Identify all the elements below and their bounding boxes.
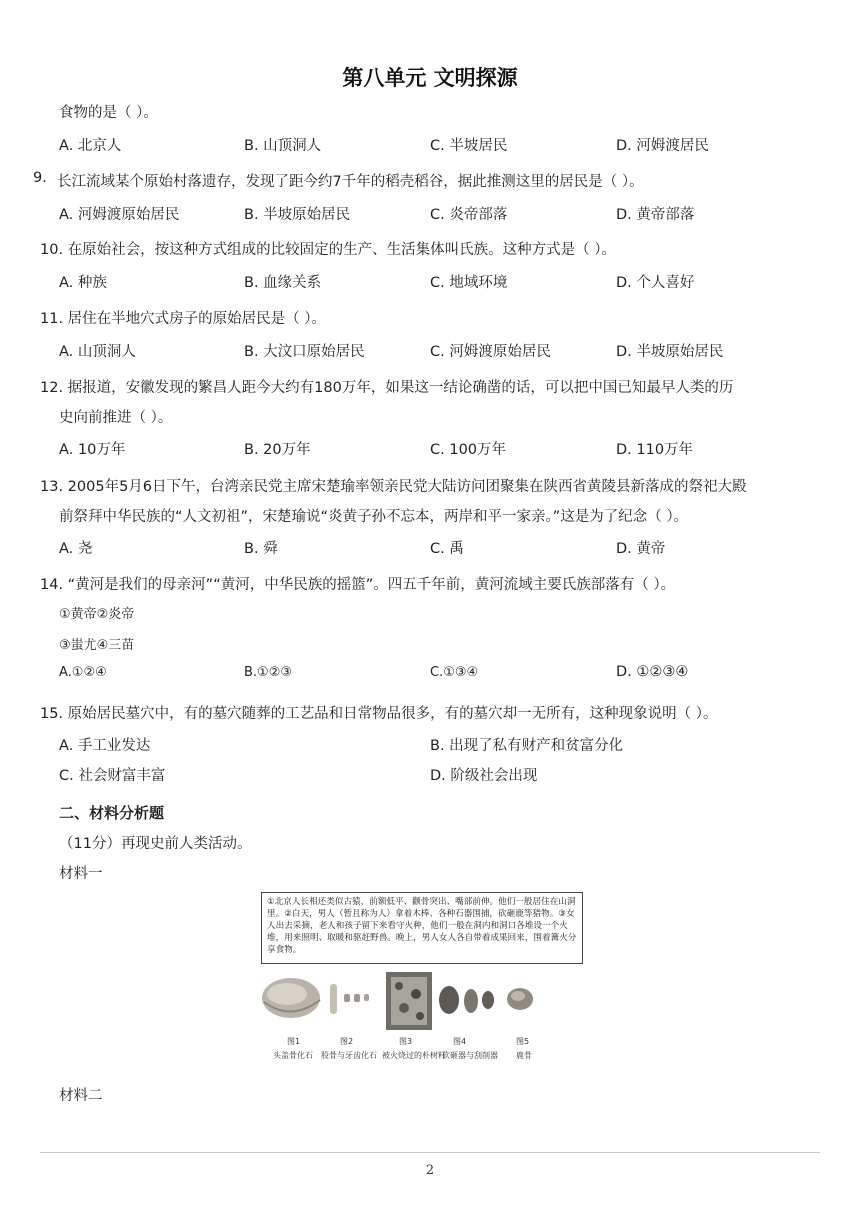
question-9-stem: 长江流域某个原始村落遗存，发现了距今约7千年的稻壳稻谷，据此推测这里的居民是（ ）。 xyxy=(57,174,644,190)
question-13-stem-line-2: 前祭拜中华民族的“人文初祖”，宋楚瑜说“炎黄子孙不忘本，两岸和平一家亲。”这是为了纪念（ ）。 xyxy=(59,509,689,525)
figure-5-caption: 鹿骨 xyxy=(516,1051,532,1060)
material-2-label: 材料二 xyxy=(59,1088,103,1104)
question-12-stem-line-2: 史向前推进（ ）。 xyxy=(59,410,173,426)
question-8-option-b: B. 山顶洞人 xyxy=(244,138,322,154)
material-1-figure xyxy=(258,890,588,1062)
chopper-and-scraper-image xyxy=(439,986,494,1014)
question-8-option-c: C. 半坡居民 xyxy=(430,138,508,154)
question-14-stem: 14. “黄河是我们的母亲河”“黄河，中华民族的摇篮”。四五千年前，黄河流域主要氏族部落有（ ）。 xyxy=(40,577,676,593)
question-14-option-d: D. ①②③④ xyxy=(616,664,689,680)
question-8-option-a: A. 北京人 xyxy=(59,138,122,154)
question-8-stem: 食物的是（ ）。 xyxy=(59,105,158,121)
material-1-label: 材料一 xyxy=(59,866,103,882)
question-10-option-a: A. 种族 xyxy=(59,275,107,291)
question-10-stem: 10. 在原始社会，按这种方式组成的比较固定的生产、生活集体叫氏族。这种方式是（ ）。 xyxy=(40,242,617,258)
question-15-option-b: B. 出现了私有财产和贫富分化 xyxy=(430,738,624,754)
figure-5-number: 图5 xyxy=(516,1037,530,1046)
question-10-option-b: B. 血缘关系 xyxy=(244,275,322,291)
question-15-option-c: C. 社会财富丰富 xyxy=(59,768,166,784)
figure-1-number: 图1 xyxy=(287,1037,301,1046)
question-8-option-d: D. 河姆渡居民 xyxy=(616,138,709,154)
question-12-option-a: A. 10万年 xyxy=(59,442,126,458)
question-13-option-a: A. 尧 xyxy=(59,541,93,557)
question-9-option-d: D. 黄帝部落 xyxy=(616,207,695,223)
question-14-items-line-2: ③蚩尤④三苗 xyxy=(59,638,135,653)
page-title: 第八单元 文明探源 xyxy=(342,66,518,90)
page-number: 2 xyxy=(425,1163,435,1178)
question-13-option-d: D. 黄帝 xyxy=(616,541,666,557)
material-1-text-box: ①北京人长相还类似古猿，前额低平、颧骨突出、嘴部前伸。他们一般居住在山洞里。②白天，男人（暂且称为人）拿着木棒、各种石器围捕，砍砸鹿等猎物。③女人出去采摘，老人和孩子留下来看守火种，他们一般在洞内和洞口各堆设一个火堆，用来照明、取暖和驱赶野兽。晚上，男人女人各自带着成果回来，围着篝火分享食物。 xyxy=(261,892,583,964)
question-11-stem: 11. 居住在半地穴式房子的原始居民是（ ）。 xyxy=(40,311,327,327)
figure-4-caption: 砍砸器与刮削器 xyxy=(442,1051,498,1060)
question-9-option-b: B. 半坡原始居民 xyxy=(244,207,351,223)
question-9-option-c: C. 炎帝部落 xyxy=(430,207,508,223)
figure-2-number: 图2 xyxy=(340,1037,354,1046)
question-10-option-c: C. 地域环境 xyxy=(430,275,508,291)
question-14-items-line-1: ①黄帝②炎帝 xyxy=(59,607,135,622)
burnt-seeds-image xyxy=(386,972,432,1030)
question-12-option-c: C. 100万年 xyxy=(430,442,507,458)
question-13-stem-line-1: 13. 2005年5月6日下午，台湾亲民党主席宋楚瑜率领亲民党大陆访问团聚集在陕西省黄陵县新落成的祭祀大殿 xyxy=(40,479,747,495)
skullcap-fossil-image xyxy=(262,978,320,1018)
question-13-option-c: C. 禹 xyxy=(430,541,464,557)
question-12-stem-line-1: 12. 据报道，安徽发现的繁昌人距今大约有180万年，如果这一结论确凿的话，可以把中国已知最早人类的历 xyxy=(40,380,734,396)
deer-bone-image xyxy=(507,988,533,1010)
question-14-option-c: C.①③④ xyxy=(430,665,479,680)
question-14-option-a: A.①②④ xyxy=(59,665,107,680)
question-14-option-b: B.①②③ xyxy=(244,665,293,680)
section-intro: （11分）再现史前人类活动。 xyxy=(59,836,252,852)
figure-4-number: 图4 xyxy=(453,1037,467,1046)
question-15-stem: 15. 原始居民墓穴中，有的墓穴随葬的工艺品和日常物品很多，有的墓穴却一无所有，这种现象说明（ ）。 xyxy=(40,706,718,722)
section-heading-material-analysis: 二、材料分析题 xyxy=(59,804,165,822)
question-10-option-d: D. 个人喜好 xyxy=(616,275,695,291)
figure-1-caption: 头盖骨化石 xyxy=(273,1051,313,1060)
question-12-option-d: D. 110万年 xyxy=(616,442,694,458)
question-11-option-b: B. 大汶口原始居民 xyxy=(244,344,365,360)
question-11-option-d: D. 半坡原始居民 xyxy=(616,344,724,360)
question-11-option-a: A. 山顶洞人 xyxy=(59,344,136,360)
question-9-option-a: A. 河姆渡原始居民 xyxy=(59,207,180,223)
figure-3-number: 图3 xyxy=(399,1037,413,1046)
question-9-number: 9. xyxy=(33,170,47,186)
figure-3-caption: 被火烧过的朴树籽 xyxy=(382,1051,446,1060)
question-15-option-a: A. 手工业发达 xyxy=(59,738,151,754)
fossil-photos xyxy=(258,970,588,1032)
question-11-option-c: C. 河姆渡原始居民 xyxy=(430,344,551,360)
femur-and-teeth-fossil-image xyxy=(330,984,369,1014)
question-13-option-b: B. 舜 xyxy=(244,541,278,557)
question-15-option-d: D. 阶级社会出现 xyxy=(430,768,538,784)
footer-divider xyxy=(40,1152,820,1153)
figure-2-caption: 股骨与牙齿化石 xyxy=(321,1051,377,1060)
question-12-option-b: B. 20万年 xyxy=(244,442,311,458)
